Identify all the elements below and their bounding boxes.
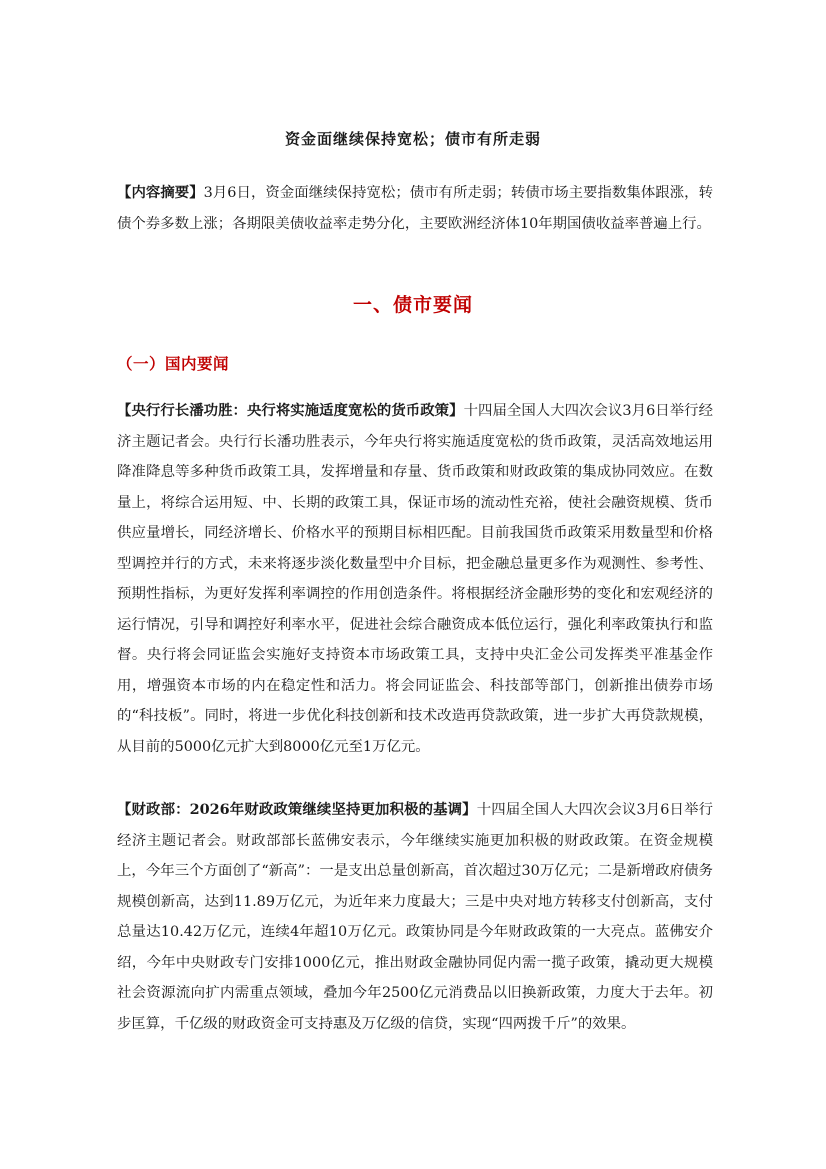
- document-title: 资金面继续保持宽松；债市有所走弱: [284, 130, 541, 148]
- subsection-heading: （一）国内要闻: [117, 354, 230, 373]
- summary-label: 【内容摘要】: [117, 184, 204, 201]
- summary-paragraph: [117, 178, 713, 239]
- news-item-lead: 【央行行长潘功胜：央行将实施适度宽松的货币政策】: [117, 402, 464, 419]
- section-heading: 一、债市要闻: [352, 294, 473, 316]
- news-item-text: 十四届全国人大四次会议3月6日举行经济主题记者会。财政部部长蓝佛安表示，今年继续实施更加积极的财政政策。在资金规模上，今年三个方面创了“新高”：一是支出总量创新高，首次超过30万亿元；二是新增政府债务规模创新高，达到11.89万亿元，为近年来力度最大；三是中央对地方转移支付创新高，支付总量达10.42万亿元，连续4年超10万亿元。政策协同是今年财政政策的一大亮点。蓝佛安介绍，今年中央财政专门安排1000亿元，推出财政金融协同促内需一揽子政策，撬动更大规模社会资源流向扩内需重点领域，叠加今年2500亿元消费品以旧换新政策，力度大于去年。初步匡算，千亿级的财政资金可支持惠及万亿级的信贷，实现“四两拨千斤”的效果。: [117, 802, 713, 1032]
- news-item-mof: [117, 795, 713, 1039]
- news-item-lead: 【财政部：2026年财政政策继续坚持更加积极的基调】: [117, 801, 477, 818]
- summary-text: 3月6日，资金面继续保持宽松；债市有所走弱；转债市场主要指数集体跟涨，转债个券多数上涨；各期限美债收益率走势分化，主要欧洲经济体10年期国债收益率普遍上行。: [117, 185, 713, 232]
- news-item-pboc: [117, 396, 713, 762]
- news-item-text: 十四届全国人大四次会议3月6日举行经济主题记者会。央行行长潘功胜表示，今年央行将实施适度宽松的货币政策，灵活高效地运用降准降息等多种货币政策工具，发挥增量和存量、货币政策和财政政策的集成协同效应。在数量上，将综合运用短、中、长期的政策工具，保证市场的流动性充裕，使社会融资规模、货币供应量增长，同经济增长、价格水平的预期目标相匹配。目前我国货币政策采用数量型和价格型调控并行的方式，未来将逐步淡化数量型中介目标，把金融总量更多作为观测性、参考性、预期性指标，为更好发挥利率调控的作用创造条件。将根据经济金融形势的变化和宏观经济的运行情况，引导和调控好利率水平，促进社会综合融资成本低位运行，强化利率政策执行和监督。央行将会同证监会实施好支持资本市场政策工具，支持中央汇金公司发挥类平准基金作用，增强资本市场的内在稳定性和活力。将会同证监会、科技部等部门，创新推出债券市场的“科技板”。同时，将进一步优化科技创新和技术改造再贷款政策，进一步扩大再贷款规模，从目前的5000亿元扩大到8000亿元至1万亿元。: [117, 403, 713, 755]
